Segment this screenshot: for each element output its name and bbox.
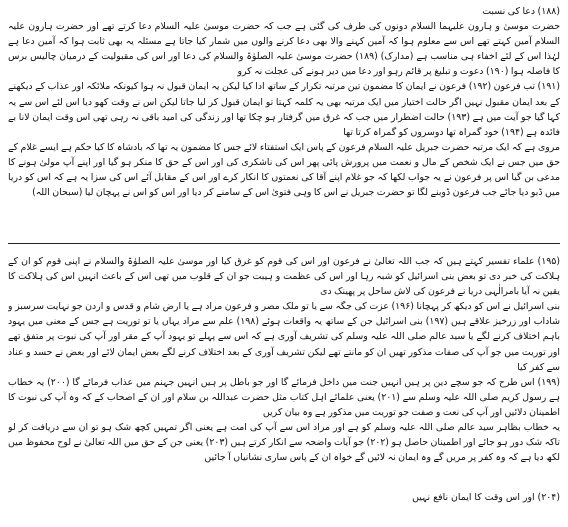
footnotes-top-block <box>8 4 560 233</box>
footnote-paragraph: یہ خطاب بظاہر سید عالم صلی اللہ علیہ وسلم کو ہے اور مراد اس سے آپ کی امت ہے یعنی اگر تمہیں کچھ شک ہو تو ان سے دریافت کر لو تاکہ شک دور ہو جائے اور اطمینان حاصل ہو (۲۰۲) جو آیات واضحہ سے انکار کرتے ہیں (۲۰۳) یعنی جن کے حق میں اللہ تعالیٰ نے لوح محفوظ میں لکھ دیا ہے کہ وہ کفر پر مریں گے وہ ایمان نہ لائیں گے خواہ ان کے پاس ساری نشانیاں آ جائیں <box>8 422 560 464</box>
footnote-paragraph: (۱۹۹) اس طرح کہ جو سچے دین پر ہیں انہیں جنت میں داخل فرمائے گا اور جو باطل پر ہیں انہیں جہنم میں عذاب فرمائے گا (۲۰۰) یہ خطاب ہے رسول کریم صلی اللہ علیہ وسلم سے (۲۰۱) یعنی علمائے اہل کتاب مثل حضرت عبداللہ بن سلام اور ان کے اصحاب کے کہ وہ آپ کی نبوت کا اطمینان دلائیں اور آپ کی نعت و صفت جو توریت میں مذکور ہے وہ بیان کریں <box>8 376 560 418</box>
footnote-line: (۲۰۴) اور اس وقت کا ایمان نافع نہیں <box>412 492 560 503</box>
last-footnote <box>8 490 560 505</box>
footnote-paragraph: بنی اسرائیل نے اس کو دیکھ کر پہچانا (۱۹۶) عزت کی جگہ سے یا تو ملک مصر و فرعون مراد ہے یا ارض شام و قدس و اردن جو نہایت سرسبز و شاداب اور زرخیز علاقے ہیں (۱۹۷) بنی اسرائیل جن کے ساتھ یہ واقعات ہوئے (۱۹۸) علم سے مراد یہاں یا تو توریت ہے جس کے معنی میں یہود باہم اختلاف کرنے لگے یا سید عالم صلی اللہ علیہ وسلم کی تشریف آوری ہے کہ اس سے پہلے تو یہود آپ کے مقر اور آپ کی نبوت پر متفق تھے اور توریت میں جو آپ کی صفات مذکور تھیں ان کو مانتے تھے لیکن تشریف آوری کے بعد اختلاف کرنے لگے بعض ایمان لائے اور بعض نے حسد و عناد سے کفر کیا <box>8 301 560 373</box>
footnotes-bottom-block <box>8 254 560 490</box>
footnote-paragraph: (۱۸۸) دعا کی نسبت <box>482 6 560 17</box>
footnote-paragraph: مروی ہے کہ ایک مرتبہ حضرت جبریل علیہ السلام فرعون کے پاس ایک استفتاء لائے جس کا مضمون یہ تھا کہ بادشاہ کا کیا حکم ہے ایسے غلام کے حق میں جس نے ایک شخص کے مال و نعمت میں پرورش پائی پھر اس کی ناشکری کی اور اس کے حق کا منکر ہو گیا اور اپنے آپ مولیٰ ہونے کا مدعی بن گیا اس پر فرعون نے یہ جواب لکھا کہ جو غلام اپنے آقا کی نعمتوں کا انکار کرے اور اس کے مقابل آئے اس کی سزا یہ ہے کہ اس کو دریا میں ڈبو دیا جائے جب فرعون ڈوبنے لگا تو حضرت جبریل نے اس کا وہی فتویٰ اس کے سامنے کر دیا اور اس کو اس نے پہچان لیا (سبحان اللہ) <box>8 141 560 199</box>
footnote-paragraph: (۱۹۱) تب فرعون (۱۹۲) فرعون نے ایمان کا مضمون تین مرتبہ تکرار کے ساتھ ادا کیا لیکن یہ ایمان قبول نہ ہوا کیونکہ ملائکہ اور عذاب کے دیکھنے کے بعد ایمان مقبول نہیں اگر حالت اختیار میں ایک مرتبہ بھی یہ کلمہ کہتا تو ایمان قبول کر لیا جاتا لیکن اس نے وقت کھو دیا اس لئے اس سے یہ کہا گیا جو آیت میں ہے (۱۹۳) حالت اضطرار میں جب کہ غرق میں گرفتار ہو چکا تھا اور زندگی کی امید باقی نہ رہی تھی اس وقت ایمان لانا بے فائدہ ہے (۱۹۴) خود گمراہ تھا دوسروں کو گمراہ کرتا تھا <box>8 81 560 138</box>
footnote-paragraph: حضرت موسیٰ و ہارون علیہما السلام دونوں کی طرف کی گئی ہے جب کہ حضرت موسیٰ علیہ السلام دعا کرتے تھے اور حضرت ہارون علیہ السلام آمین کہتے تھے اس سے معلوم ہوا کہ آمین کہنے والا بھی دعا کرنے والوں میں شمار کیا جاتا ہے مسئلہ یہ بھی ثابت ہوا کہ آمین دعا ہے لہٰذا اس کے لئے اخفاء ہی مناسب ہے (مدارک) (۱۸۹) حضرت موسیٰ علیہ الصلوٰۃ والسلام کی دعا اور اس کی مقبولیت کے درمیان چالیس برس کا فاصلہ ہوا (۱۹۰) دعوت و تبلیغ پر قائم رہو اور دعا میں دیر ہونے کی عجلت نہ کرو <box>8 21 560 78</box>
footnote-paragraph: (۱۹۵) علماء تفسیر کہتے ہیں کہ جب اللہ تعالیٰ نے فرعون اور اس کی قوم کو غرق کیا اور موسیٰ علیہ الصلوٰۃ والسلام نے اپنی قوم کو ان کے ہلاکت کی خبر دی تو بعض بنی اسرائیل کو شبہ رہا اور اس کی عظمت و ہیبت جو ان کے قلوب میں تھی اس کے باعث انہیں اس کی ہلاکت کا یقین نہ آیا بامرالٰہی دریا نے فرعون کی لاش ساحل پر پھینک دی <box>8 256 560 298</box>
section-divider <box>8 243 560 244</box>
